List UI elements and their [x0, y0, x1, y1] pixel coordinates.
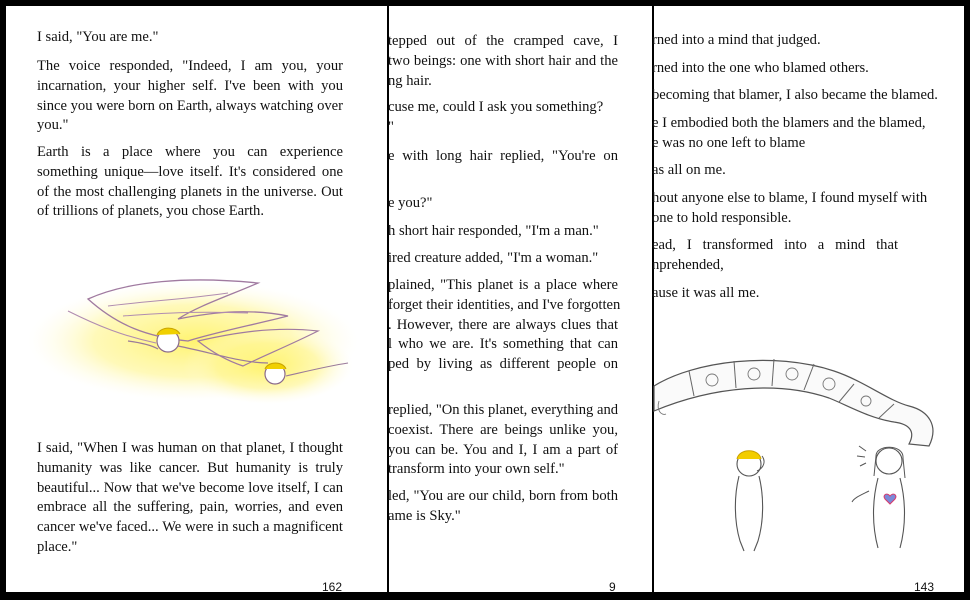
- paragraph: rned into a mind that judged.: [652, 32, 821, 48]
- paragraph: ired creature added, "I'm a woman.": [388, 250, 599, 266]
- page-number: 143: [914, 580, 935, 594]
- page-number: 162: [322, 580, 343, 594]
- paragraph: as all on me.: [652, 162, 726, 178]
- paragraph: I said, "When I was human on that planet, I thought humanity was like cancer. But humanity is truly beautiful... Now that we've become love itself, I can embrace all the suffering, pain, worries, and even cancer we've faced... We were in such a magnificent place.": [37, 440, 343, 555]
- paragraph: e with long hair replied, "You're on: [388, 148, 618, 164]
- paragraph: ause it was all me.: [652, 285, 760, 301]
- tunnel-of-faces-illustration: [654, 356, 954, 556]
- paragraph: e you?": [388, 195, 433, 211]
- paragraph: h short hair responded, "I'm a man.": [388, 223, 599, 239]
- paragraph: The voice responded, "Indeed, I am you, your incarnation, your higher self. I've been with you since you were born on Earth, always watching over you.": [37, 58, 343, 134]
- paragraph: replied, "On this planet, everything and coexist. There are beings unlike you, you can be. You and I, I am a part of transform into your own self.": [388, 402, 619, 478]
- paragraph: e I embodied both the blamers and the blamed, e was no one left to blame: [652, 115, 926, 151]
- paragraph: ead, I transformed into a mind that nprehended,: [652, 237, 899, 273]
- book-page-middle: [389, 6, 652, 592]
- paragraph: I said, "You are me.": [37, 29, 159, 45]
- paragraph: plained, "This planet is a place where forget their identities, and I've forgotten . However, there are always clues that l who we are. It's something that can ped by living as different people on: [388, 277, 621, 373]
- book-page-right: [654, 6, 964, 592]
- book-page-left: [6, 6, 387, 592]
- paragraph: Earth is a place where you can experience something unique—love itself. It's considered one of the most challenging planets in the universe. Out of trillions of planets, you chose Earth.: [37, 144, 343, 220]
- paragraph: rned into the one who blamed others.: [652, 60, 869, 76]
- paragraph: tepped out of the cramped cave, I two beings: one with short hair and the ng hair.: [388, 33, 618, 89]
- paragraph: hout anyone else to blame, I found myself with one to hold responsible.: [652, 190, 928, 226]
- page-number: 9: [609, 580, 616, 594]
- flying-angels-illustration: [28, 271, 358, 406]
- paragraph: cuse me, could I ask you something? ": [388, 99, 604, 135]
- paragraph: led, "You are our child, born from both ame is Sky.": [388, 488, 618, 524]
- paragraph: becoming that blamer, I also became the blamed.: [652, 87, 938, 103]
